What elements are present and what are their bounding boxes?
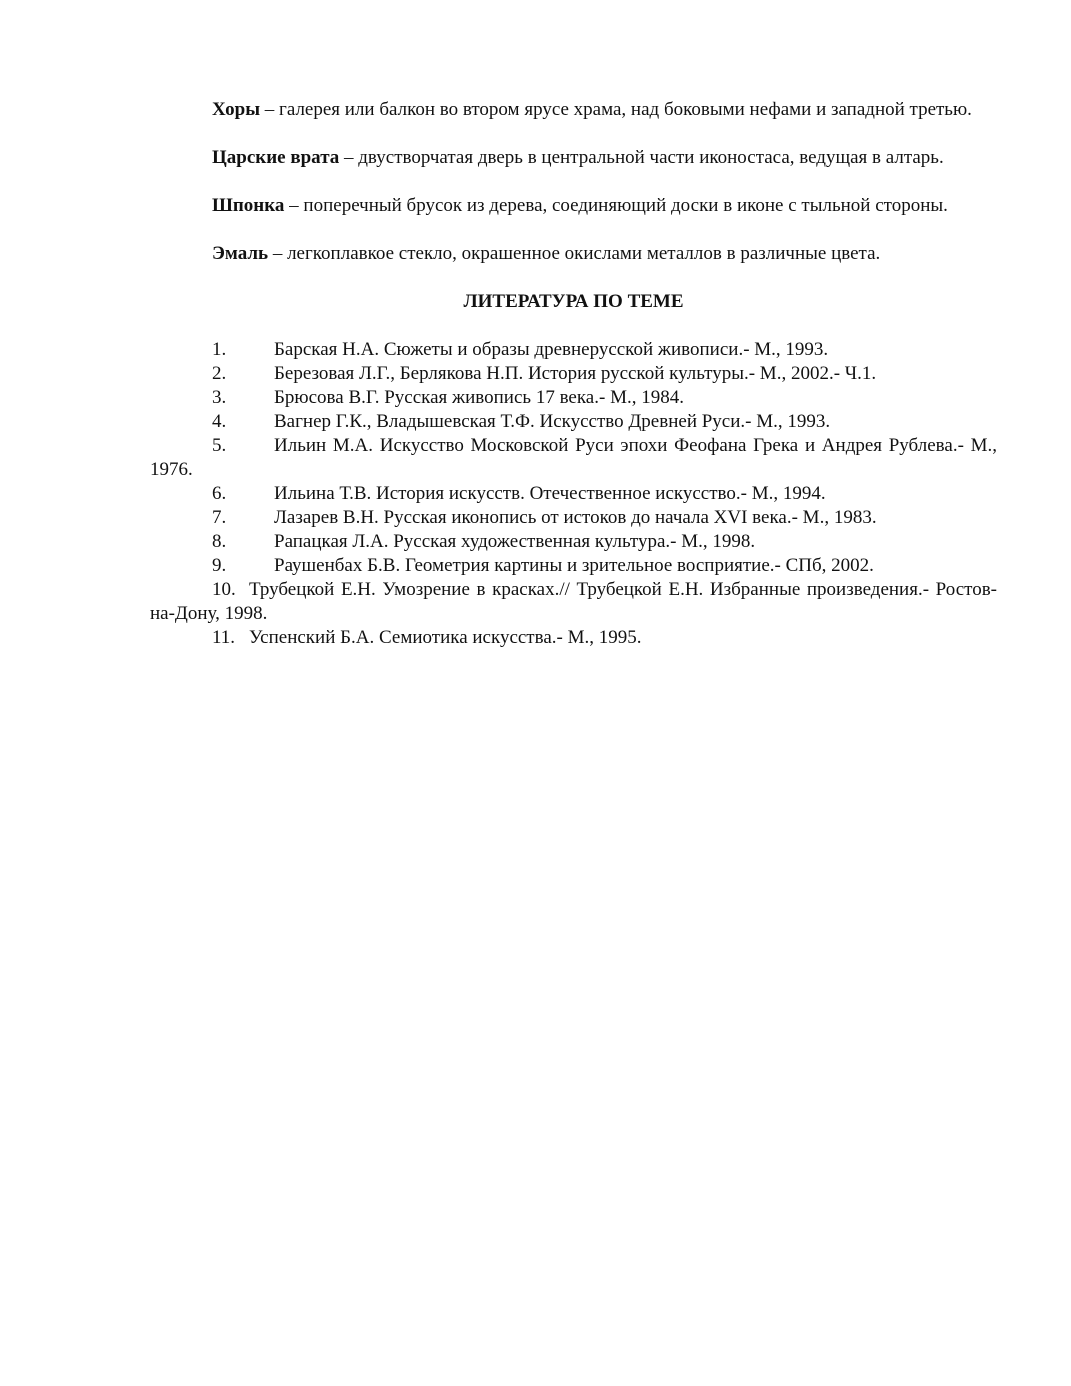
glossary-entry-emal <box>150 242 997 266</box>
glossary-term: Хоры <box>212 99 261 120</box>
literature-item-text: Барская Н.А. Сюжеты и образы древнерусской живописи.- М., 1993. <box>274 339 829 360</box>
literature-item-text: Рапацкая Л.А. Русская художественная культура.- М., 1998. <box>274 531 756 552</box>
literature-item <box>150 506 997 530</box>
literature-item-text: Брюсова В.Г. Русская живопись 17 века.- М., 1984. <box>274 387 684 408</box>
glossary-term: Эмаль <box>212 243 269 264</box>
literature-item <box>150 482 997 506</box>
literature-item-number: 7. <box>212 507 227 528</box>
literature-item-text: Трубецкой Е.Н. Умозрение в красках.// Трубецкой Е.Н. Избранные произведения.- Ростов-на-Дону, 1998. <box>150 579 997 624</box>
literature-item <box>150 362 997 386</box>
literature-item-text: Раушенбах Б.В. Геометрия картины и зрительное восприятие.- СПб, 2002. <box>274 555 874 576</box>
literature-item-number: 5. <box>212 435 227 456</box>
literature-item-number: 3. <box>212 387 227 408</box>
literature-item-text: Ильина Т.В. История искусств. Отечественное искусство.- М., 1994. <box>274 483 826 504</box>
literature-item-text: Ильин М.А. Искусство Московской Руси эпохи Феофана Грека и Андрея Рублева.- М., 1976. <box>150 435 997 480</box>
literature-item <box>150 626 997 650</box>
literature-item <box>150 554 997 578</box>
literature-item-text: Успенский Б.А. Семиотика искусства.- М., 1995. <box>249 627 642 648</box>
glossary-entry-khory <box>150 98 997 122</box>
literature-item-text: Вагнер Г.К., Владышевская Т.Ф. Искусство Древней Руси.- М., 1993. <box>274 411 831 432</box>
literature-heading: ЛИТЕРАТУРА ПО ТЕМЕ <box>463 291 684 312</box>
literature-item <box>150 410 997 434</box>
literature-item-number: 9. <box>212 555 227 576</box>
literature-list <box>150 338 997 650</box>
glossary-definition: – поперечный брусок из дерева, соединяющий доски в иконе с тыльной стороны. <box>284 195 948 216</box>
literature-item-number: 4. <box>212 411 227 432</box>
glossary-entry-tsarskie-vrata <box>150 146 997 170</box>
glossary-definition: – галерея или балкон во втором ярусе храма, над боковыми нефами и западной третью. <box>260 99 972 120</box>
literature-item-number: 11. <box>212 627 236 648</box>
glossary-term: Шпонка <box>212 195 285 216</box>
glossary-definition: – легкоплавкое стекло, окрашенное окислами металлов в различные цвета. <box>268 243 881 264</box>
literature-item-number: 2. <box>212 363 227 384</box>
document-page <box>150 98 997 650</box>
literature-item <box>150 578 997 626</box>
literature-item <box>150 338 997 362</box>
literature-item <box>150 434 997 482</box>
literature-item <box>150 530 997 554</box>
glossary-entry-shponka <box>150 194 997 218</box>
glossary-definition: – двустворчатая дверь в центральной части иконостаса, ведущая в алтарь. <box>339 147 944 168</box>
literature-item-number: 6. <box>212 483 227 504</box>
literature-item <box>150 386 997 410</box>
literature-item-text: Лазарев В.Н. Русская иконопись от истоков до начала XVI века.- М., 1983. <box>274 507 877 528</box>
glossary-term: Царские врата <box>212 147 340 168</box>
literature-item-text: Березовая Л.Г., Берлякова Н.П. История русской культуры.- М., 2002.- Ч.1. <box>274 363 877 384</box>
literature-item-number: 1. <box>212 339 227 360</box>
literature-item-number: 8. <box>212 531 227 552</box>
literature-item-number: 10. <box>212 579 236 600</box>
